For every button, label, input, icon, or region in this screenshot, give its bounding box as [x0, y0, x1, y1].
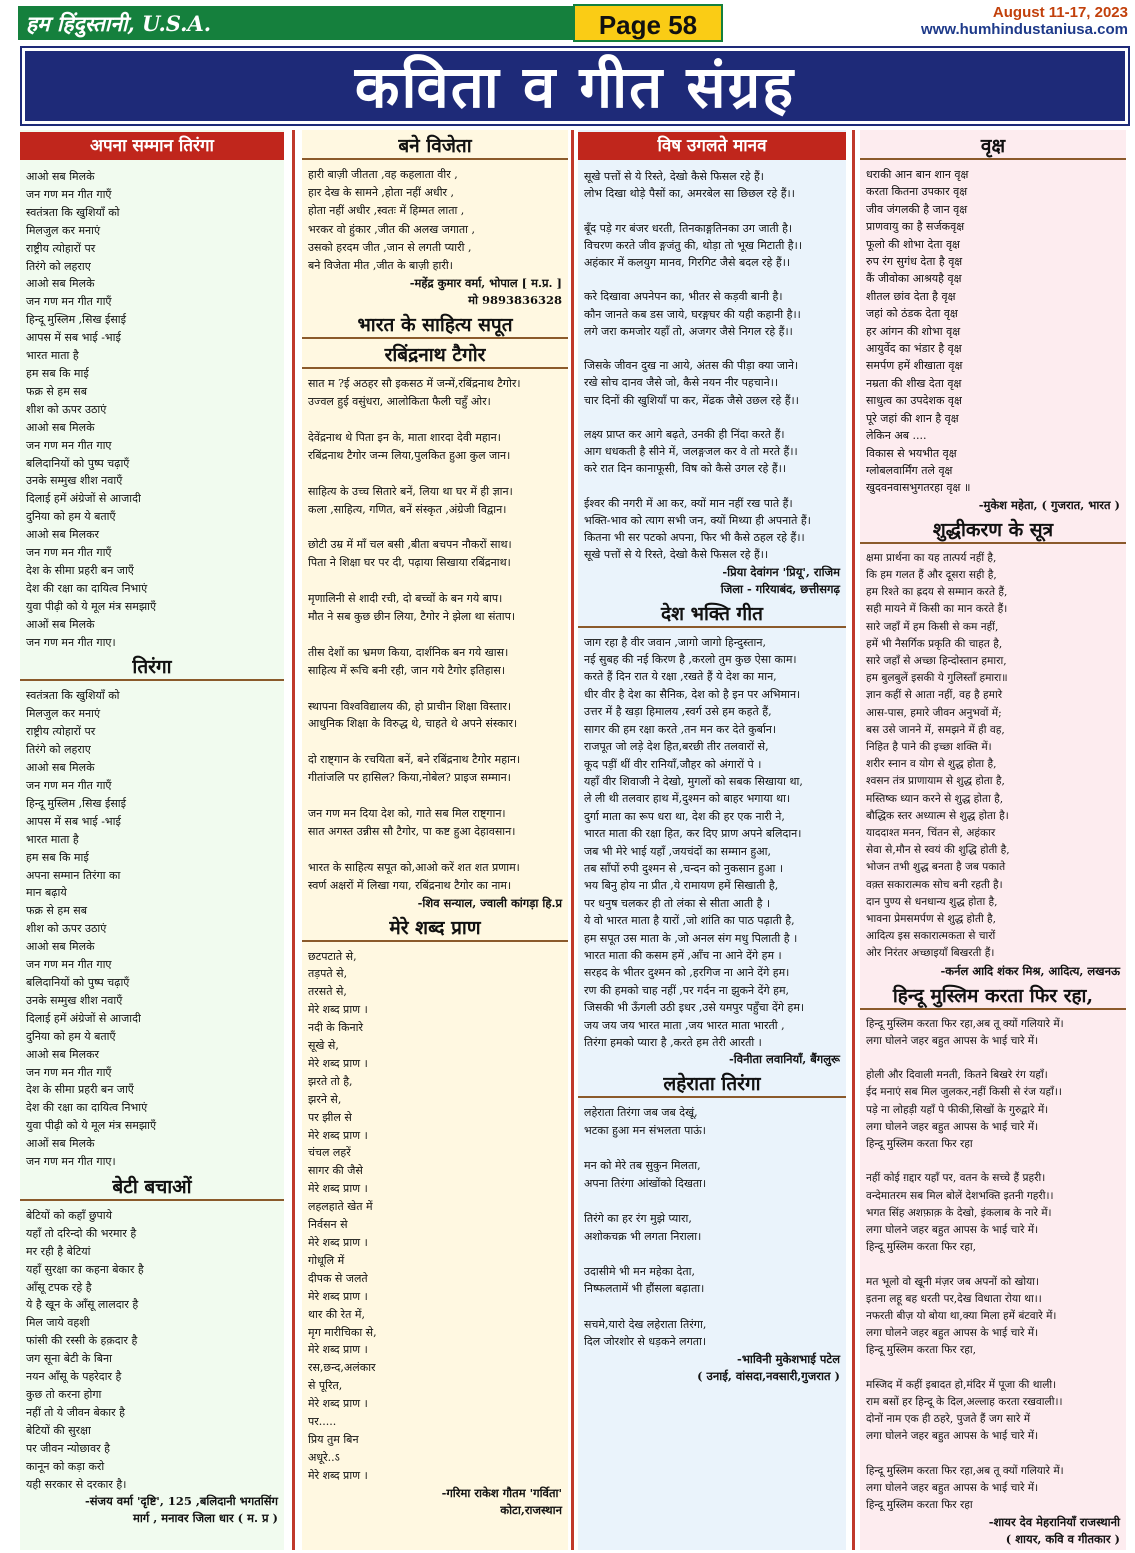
masthead-right — [868, 4, 1128, 38]
column-4 — [860, 130, 1126, 1550]
poem-title: बने विजेता — [302, 134, 568, 160]
poem-body: जाग रहा है वीर जवान ,जागो जागो हिन्दुस्तान, नई सुबह की नई किरण है ,करलो तुम कुछ ऐसा काम। करते हैं दिन रात ये रक्षा ,रखते हैं ये देश का मान, धीर वीर है देश का सैनिक, देश को है इन पर अभिमान। उत्तर में है खड़ा हिमालय ,स्वर्ग उसे हम कहते हैं, सागर की हम रक्षा करते ,तन मन कर देते कुर्बान। राजपूत जो लड़े देश हित,बरछी तीर तलवारों से, कूद पड़ीं थीं वीर रानियाँ,जौहर को अंगारों पे । यहाँ वीर शिवाजी ने देखो, मुगलों को सबक सिखाया था, ले ली थी तलवार हाथ में,दुश्मन को बाहर भगाया था। दुर्गा माता का रूप धरा था, देश की हर एक नारी ने, भारत माता की रक्षा हित, कर दिए प्राण अपने बलिदान। जब भी मेरे भाई यहाँ ,जयचंदों का सम्मान हुआ, तब साँपों रुपी दुश्मन से ,चन्दन को नुकसान हुआ । भय बिनु होय ना प्रीत ,ये रामायण हमें सिखाती है, पर धनुष चलकर ही तो लंका से सीता आती है । ये वो भारत माता है यारों ,जो शांति का पाठ पढ़ाती है, हम सपूत उस माता के ,जो अनल संग मधु पिलाती है । भारत माता की कसम हमें ,आँच ना आने देंगे हम । सरहद के भीतर दुश्मन को ,हरगिज ना आने देंगे हम। रण की हमको चाह नहीं ,पर गर्दन ना झुकने देंगे हम, जिसकी भी ऊँगली उठी इधर ,उसे यमपुर पहुँचा देंगे हम। जय जय जय भारत माता ,जय भारत माता भारती , तिरंगा हमको प्यारा है ,करते हम तेरी आरती । — [584, 635, 805, 1050]
paper-name: हम हिंदुस्तानी, U.S.A. — [18, 6, 573, 40]
website-link[interactable]: www.humhindustaniusa.com — [921, 21, 1128, 38]
poem-author: -संजय वर्मा 'दृष्टि', 125 ,बलिदानी भगतसिंग मार्ग , मनावर जिला धार ( म. प्र ) — [84, 1494, 278, 1526]
column-1 — [20, 130, 284, 1550]
poem-body: लहेराता तिरंगा जब जब देखूं, भटका हुआ मन संभलता पाऊं। मन को मेरे तब सुकुन मिलता, अपना तिरंगा आंखोंको दिखता। तिरंगे का हर रंग मुझे प्यारा, अशोकचक्र भी लगता निराला। उदासीमे भी मन महेका देता, निष्फलतामें भी हौंसला बढ़ाता। सचमे,यारो देख लहेराता तिरंगा, दिल जोरशोर से धड़कने लगता। — [584, 1106, 707, 1349]
poem-body: बेटियों को कहाँ छुपाये यहाँ तो दरिन्दो की भरमार है मर रही है बेटियां यहाँ सुरक्षा का कहना बेकार है आँसू टपक रहे है ये है खून के आँसू लालदार है मिल जाये वहशी फांसी की रस्सी के हक़दार है जग सूना बेटी के बिना नयन आँसू के पहरेदार है कुछ तो करना होगा नहीं तो ये जीवन बेकार है बेटियों की सुरक्षा पर जीवन न्योछावर है कानून को कड़ा करो यही सरकार से दरकार है। — [26, 1208, 144, 1491]
poem-title: शुद्धीकरण के सूत्र — [860, 518, 1126, 544]
poem-author: -विनीता लवानियाँ, बैंगलुरू — [728, 1052, 840, 1067]
poem-title: मेरे शब्द प्राण — [302, 916, 568, 942]
poem-body: हारी बाज़ी जीतता ,वह कहलाता वीर , हार देख के सामने ,होता नहीं अधीर , होता नहीं अधीर ,स्वतः में हिम्मत लाता , भरकर वो हुंकार ,जीत की अलख जगाता , उसको हरदम जीत ,जान से लगती प्यारी , बने विजेता मीत ,जीत के बाज़ी हारी। — [308, 168, 476, 273]
column-2 — [302, 130, 568, 1550]
poem-author: -गरिमा राकेश गौतम 'गर्विता' कोटा,राजस्थान — [441, 1485, 562, 1517]
poem-author: -शिव सन्याल, ज्वाली कांगड़ा हि.प्र — [417, 895, 562, 910]
poem-author: -शायर देव मेहरानियाँ राजस्थानी ( शायर, कवि व गीतकार ) — [988, 1515, 1120, 1547]
poem-title: अपना सम्मान तिरंगा — [20, 132, 284, 160]
poem-author: -प्रिया देवांगन 'प्रियू', राजिम जिला - गरियाबंद, छत्तीसगढ़ — [720, 564, 840, 596]
poem-title: हिन्दू मुस्लिम करता फिर रहा, — [860, 984, 1126, 1010]
column-3 — [578, 130, 846, 1550]
poem-title: बेटी बचाओं — [20, 1175, 284, 1201]
poem-title: तिरंगा — [20, 655, 284, 681]
poem-body: क्षमा प्रार्थना का यह तात्पर्य नहीं है, कि हम गलत हैं और दूसरा सही है, हम रिश्ते का ह्रदय से सम्मान करते हैं, सही मायने में किसी का मान करते हैं। सारे जहाँ में हम किसी से कम नहीं, हमें भी नैसर्गिक प्रकृति की चाहत है, सारे जहाँ से अच्छा हिन्दोस्तान हमारा, हम बुलबुलें इसकी ये गुलिस्ताँ हमारा॥ ज्ञान कहीं से आता नहीं, वह है हमारे आस-पास, हमारे जीवन अनुभवों में; बस उसे जानने में, समझने में ही वह, निहित है पाने की इच्छा शक्ति में। शरीर स्नान व योग से शुद्ध होता है, श्वसन तंत्र प्राणायाम से शुद्ध होता है, मस्तिष्क ध्यान करने से शुद्ध होता है, बौद्धिक स्तर अध्यात्म से शुद्ध होता है। याददाश्त मनन, चिंतन से, अहंकार सेवा से,मौन से स्वयं की शुद्धि होती है, भोजन तभी शुद्ध बनता है जब पकाते वक़्त सकारात्मक सोच बनी रहती है। दान पुण्य से धनधान्य शुद्ध होता है, भावना प्रेमसमर्पण से शुद्ध होती है, आदित्य इस सकारात्मकता से चारों ओर निरंतर अच्छाइयाँ बिखरती हैं। — [866, 551, 1010, 960]
issue-date: August 11-17, 2023 — [992, 4, 1128, 21]
masthead — [18, 4, 1128, 42]
poem-title: वृक्ष — [860, 134, 1126, 160]
poem-title: देश भक्ति गीत — [578, 602, 846, 628]
poem-body: छटपटाते से, तड़पते से, तरसते से, मेरे शब्द प्राण । नदी के किनारे सूखे से, मेरे शब्द प्राण । झरते तो है, झरने से, पर झील से मेरे शब्द प्राण । चंचल लहरें सागर की जैसे मेरे शब्द प्राण । लहलहाते खेत में निर्वसन से मेरे शब्द प्राण । गोधूलि में दीपक से जलते मेरे शब्द प्राण । थार की रेत में, मृग मारीचिका से, मेरे शब्द प्राण । रस,छन्द,अलंकार से पूरित, मेरे शब्द प्राण । पर..... प्रिय तुम बिन अधूरे..ऽ मेरे शब्द प्राण । — [308, 949, 377, 1482]
poem-title: लहेराता तिरंगा — [578, 1072, 846, 1098]
poem-body: सात म ?ई अठहर सौ इकसठ में जन्में,रबिंद्रनाथ टैगोर। उज्वल हुई वसुंधरा, आलोकिता फैली चहुँ ओर। देवेंद्रनाथ थे पिता इन के, माता शारदा देवी महान। रबिंद्रनाथ टैगोर जन्म लिया,पुलकित हुआ कुल जान। साहित्य के उच्च सितारे बनें, लिया था घर में ही ज्ञान। कला ,साहित्य, गणित, बनें संस्कृत ,अंग्रेजी विद्वान। छोटी उम्र में माँ चल बसी ,बीता बचपन नौकरों साथ। पिता ने शिक्षा घर पर दी, पढ़ाया सिखाया रबिंद्रनाथ। मृणालिनी से शादी रची, दो बच्चों के बन गये बाप। मौत ने सब कुछ छीन लिया, टैगोर ने झेला था संताप। तीस देशों का भ्रमण किया, दार्शनिक बन गये खास। साहित्य में रूचि बनी रही, जान गये टैगोर इतिहास। स्थापना विश्वविद्यालय की, हो प्राचीन शिक्षा विस्तार। आधुनिक शिक्षा के विरुद्ध थे, चाहते थे अपने संस्कार। दो राष्ट्गान के रचयिता बनें, बने रबिंद्रनाथ टैगोर महान। गीतांजलि पर हासिल? किया,नोबेल? प्राइज सम्मान। जन गण मन दिया देश को, गाते सब मिल राष्ट्गान। सात अगस्त उन्नीस सौ टैगोर, पा कष्ट हुआ देहावसान। भारत के साहित्य सपूत को,आओ करें शत शत प्रणाम। स्वर्ण अक्षरों में लिखा गया, रबिंद्रनाथ टैगोर का नाम। — [308, 377, 521, 892]
column-divider — [852, 130, 855, 1550]
page-number: Page 58 — [573, 4, 723, 42]
poem-subtitle: रबिंद्रनाथ टैगोर — [302, 343, 568, 369]
poem-author: -कर्नल आदि शंकर मिश्र, आदित्य, लखनऊ — [940, 963, 1120, 978]
poem-body: हिन्दू मुस्लिम करता फिर रहा,अब तू क्यों गलियारे में। लगा घोलने जहर बहुत आपस के भाई चारे में। होली और दिवाली मनती, कितने बिखरे रंग यहाँ। ईद मनाएं सब मिल जुलकर,नहीं किसी से रंज यहाँ।। पड़े ना लोहड़ी यहाँ पे फीकी,सिखों के गुरुद्वारे में। लगा घोलने जहर बहुत आपस के भाई चारे में। हिन्दू मुस्लिम करता फिर रहा नहीं कोई ग़द्दार यहाँ पर, वतन के सच्चे हैं प्रहरी। वन्देमातरम सब मिल बोलें देशभक्ति इतनी गहरी।। भगत सिंह अशफ़ाक़ के देखो, इंकलाब के नारे में। लगा घोलने जहर बहुत आपस के भाई चारे में। हिन्दू मुस्लिम करता फिर रहा, मत भूलो वो खूनी मंज़र जब अपनों को खोया। इतना लहू बह धरती पर,देख विधाता रोया था।। नफरती बीज़ यो बोया था,क्या मिला हमें बंटवारे में। लगा घोलने जहर बहुत आपस के भाई चारे में। हिन्दू मुस्लिम करता फिर रहा, मस्जिद में कहीं इबादत हो,मंदिर में पूजा की थाली। राम बसों हर हिन्दू के दिल,अल्लाह करता रखवाली।। दोनों नाम एक ही ठहरे, पुजते हैं जग सारे में लगा घोलने जहर बहुत आपस के भाई चारे में। हिन्दू मुस्लिम करता फिर रहा,अब तू क्यों गलियारे में। लगा घोलने जहर बहुत आपस के भाई चारे में। हिन्दू मुस्लिम करता फिर रहा — [866, 1017, 1064, 1512]
poem-body: धराकी आन बान शान वृक्ष करता कितना उपकार वृक्ष जीव जंगलकी है जान वृक्ष प्राणवायु का है सर्जकवृक्ष फूलो की शोभा देता वृक्ष रुप रंग सुगंध देता है वृक्ष कैं जीवोका आश्रयहै वृक्ष शीतल छांव देता है वृक्ष जहां को ठंडक देता वृक्ष हर आंगन की शोभा वृक्ष आयुर्वेद का भंडार है वृक्ष समर्पण हमें शीखाता वृक्ष नम्रता की शीख देता वृक्ष साधुत्व का उपदेशक वृक्ष पूरे जहां की शान है वृक्ष लेकिन अब .... विकास से भयभीत वृक्ष ग्लोबलवार्मिंग तले वृक्ष खुदवनवासभुगतरहा वृक्ष ॥ — [866, 168, 971, 495]
poem-author: -महेंद्र कुमार वर्मा, भोपाल [ म.प्र. ] मो 9893836328 — [409, 276, 562, 308]
poem-body: स्वतंत्रता कि खुशियाँ को मिलजुल कर मनाएं राष्ट्रीय त्योहारों पर तिरंगे को लहराए आओ सब मिलके जन गण मन गीत गाएँ हिन्दू मुस्लिम ,सिख ईसाई आपस में सब भाई -भाई भारत माता है हम सब कि माई अपना सम्मान तिरंगा का मान बढ़ाये फक्र से हम सब शीश को ऊपर उठाएं आओ सब मिलके जन गण मन गीत गाए बलिदानियों को पुष्प चढ़ाएँ उनके सम्मुख शीश नवाएँ दिलाई हमें अंग्रेजों से आजादी दुनिया को हम ये बताएँ आओ सब मिलकर जन गण मन गीत गाएँ देश के सीमा प्रहरी बन जाएँ देश की रक्षा का दायित्व निभाएं युवा पीढ़ी को ये मूल मंत्र समझाएँ आओं सब मिलके जन गण मन गीत गाए। — [26, 689, 157, 1169]
column-divider — [292, 130, 295, 1550]
poem-author: -भाविनी मुकेशभाई पटेल ( उनाई, वांसदा,नवसारी,गुजरात ) — [697, 1351, 840, 1383]
poem-title: विष उगलते मानव — [578, 132, 846, 160]
column-divider — [571, 130, 574, 1550]
poem-author: -मुकेश महेता, ( गुजरात, भारत ) — [978, 497, 1120, 512]
poem-title: भारत के साहित्य सपूत — [302, 313, 568, 339]
poem-body: आओ सब मिलके जन गण मन गीत गाएँ स्वतंत्रता कि खुशियाँ को मिलजुल कर मनाएं राष्ट्रीय त्योहारों पर तिरंगे को लहराए आओ सब मिलके जन गण मन गीत गाएँ हिन्दू मुस्लिम ,सिख ईसाई आपस में सब भाई -भाई भारत माता है हम सब कि माई फक्र से हम सब शीश को ऊपर उठाएं आओ सब मिलके जन गण मन गीत गाए बलिदानियों को पुष्प चढ़ाएँ उनके सम्मुख शीश नवाएँ दिलाई हमें अंग्रेजों से आजादी दुनिया को हम ये बताएँ आओ सब मिलकर जन गण मन गीत गाएँ देश के सीमा प्रहरी बन जाएँ देश की रक्षा का दायित्व निभाएं युवा पीढ़ी को ये मूल मंत्र समझाएँ आओं सब मिलके जन गण मन गीत गाए। — [26, 170, 157, 649]
section-banner: कविता व गीत संग्रह — [22, 48, 1128, 124]
poem-body: सूखे पत्तों से ये रिस्ते, देखो कैसे फिसल रहे हैं। लोभ दिखा थोड़े पैसों का, अमरबेल सा छिछल रहे हैं।। बूँद पड़े गर बंजर धरती, तिनकाङ्गतिनका उग जाती है। विचरण करते जीव ङ्गजंतु की, थोड़ा तो भूख मिटाती है।। अहंकार में कलयुग मानव, गिरगिट जैसे बदल रहे हैं।। करे दिखावा अपनेपन का, भीतर से कड़वी बानी है। कौन जानते कब डस जाये, घरङ्गघर की यही कहानी है।। लगे जरा कमजोर यहाँ तो, अजगर जैसे निगल रहे हैं।। जिसके जीवन दुख ना आये, अंतस की पीड़ा क्या जाने। रखे सोच दानव जैसे जो, कैसे नयन नीर पहचाने।। चार दिनों की खुशियाँ पा कर, मेंढक जैसे उछल रहे हैं।। लक्ष्य प्राप्त कर आगे बढ़ते, उनकी ही निंदा करते हैं। आग धधकती है सीने में, जलङ्गजल कर वे तो मरते हैं।। करे रात दिन कानाफूसी, विष को कैसे उगल रहे हैं।। ईश्वर की नगरी में आ कर, क्यों मान नहीं रख पाते हैं। भक्ति-भाव को त्याग सभी जन, क्यों मिथ्या ही अपनाते हैं। कितना भी सर पटको अपना, फिर भी कैसे ठहल रहे हैं।। सूखे पत्तों से ये रिस्ते, देखो कैसे फिसल रहे हैं।। — [584, 170, 811, 562]
